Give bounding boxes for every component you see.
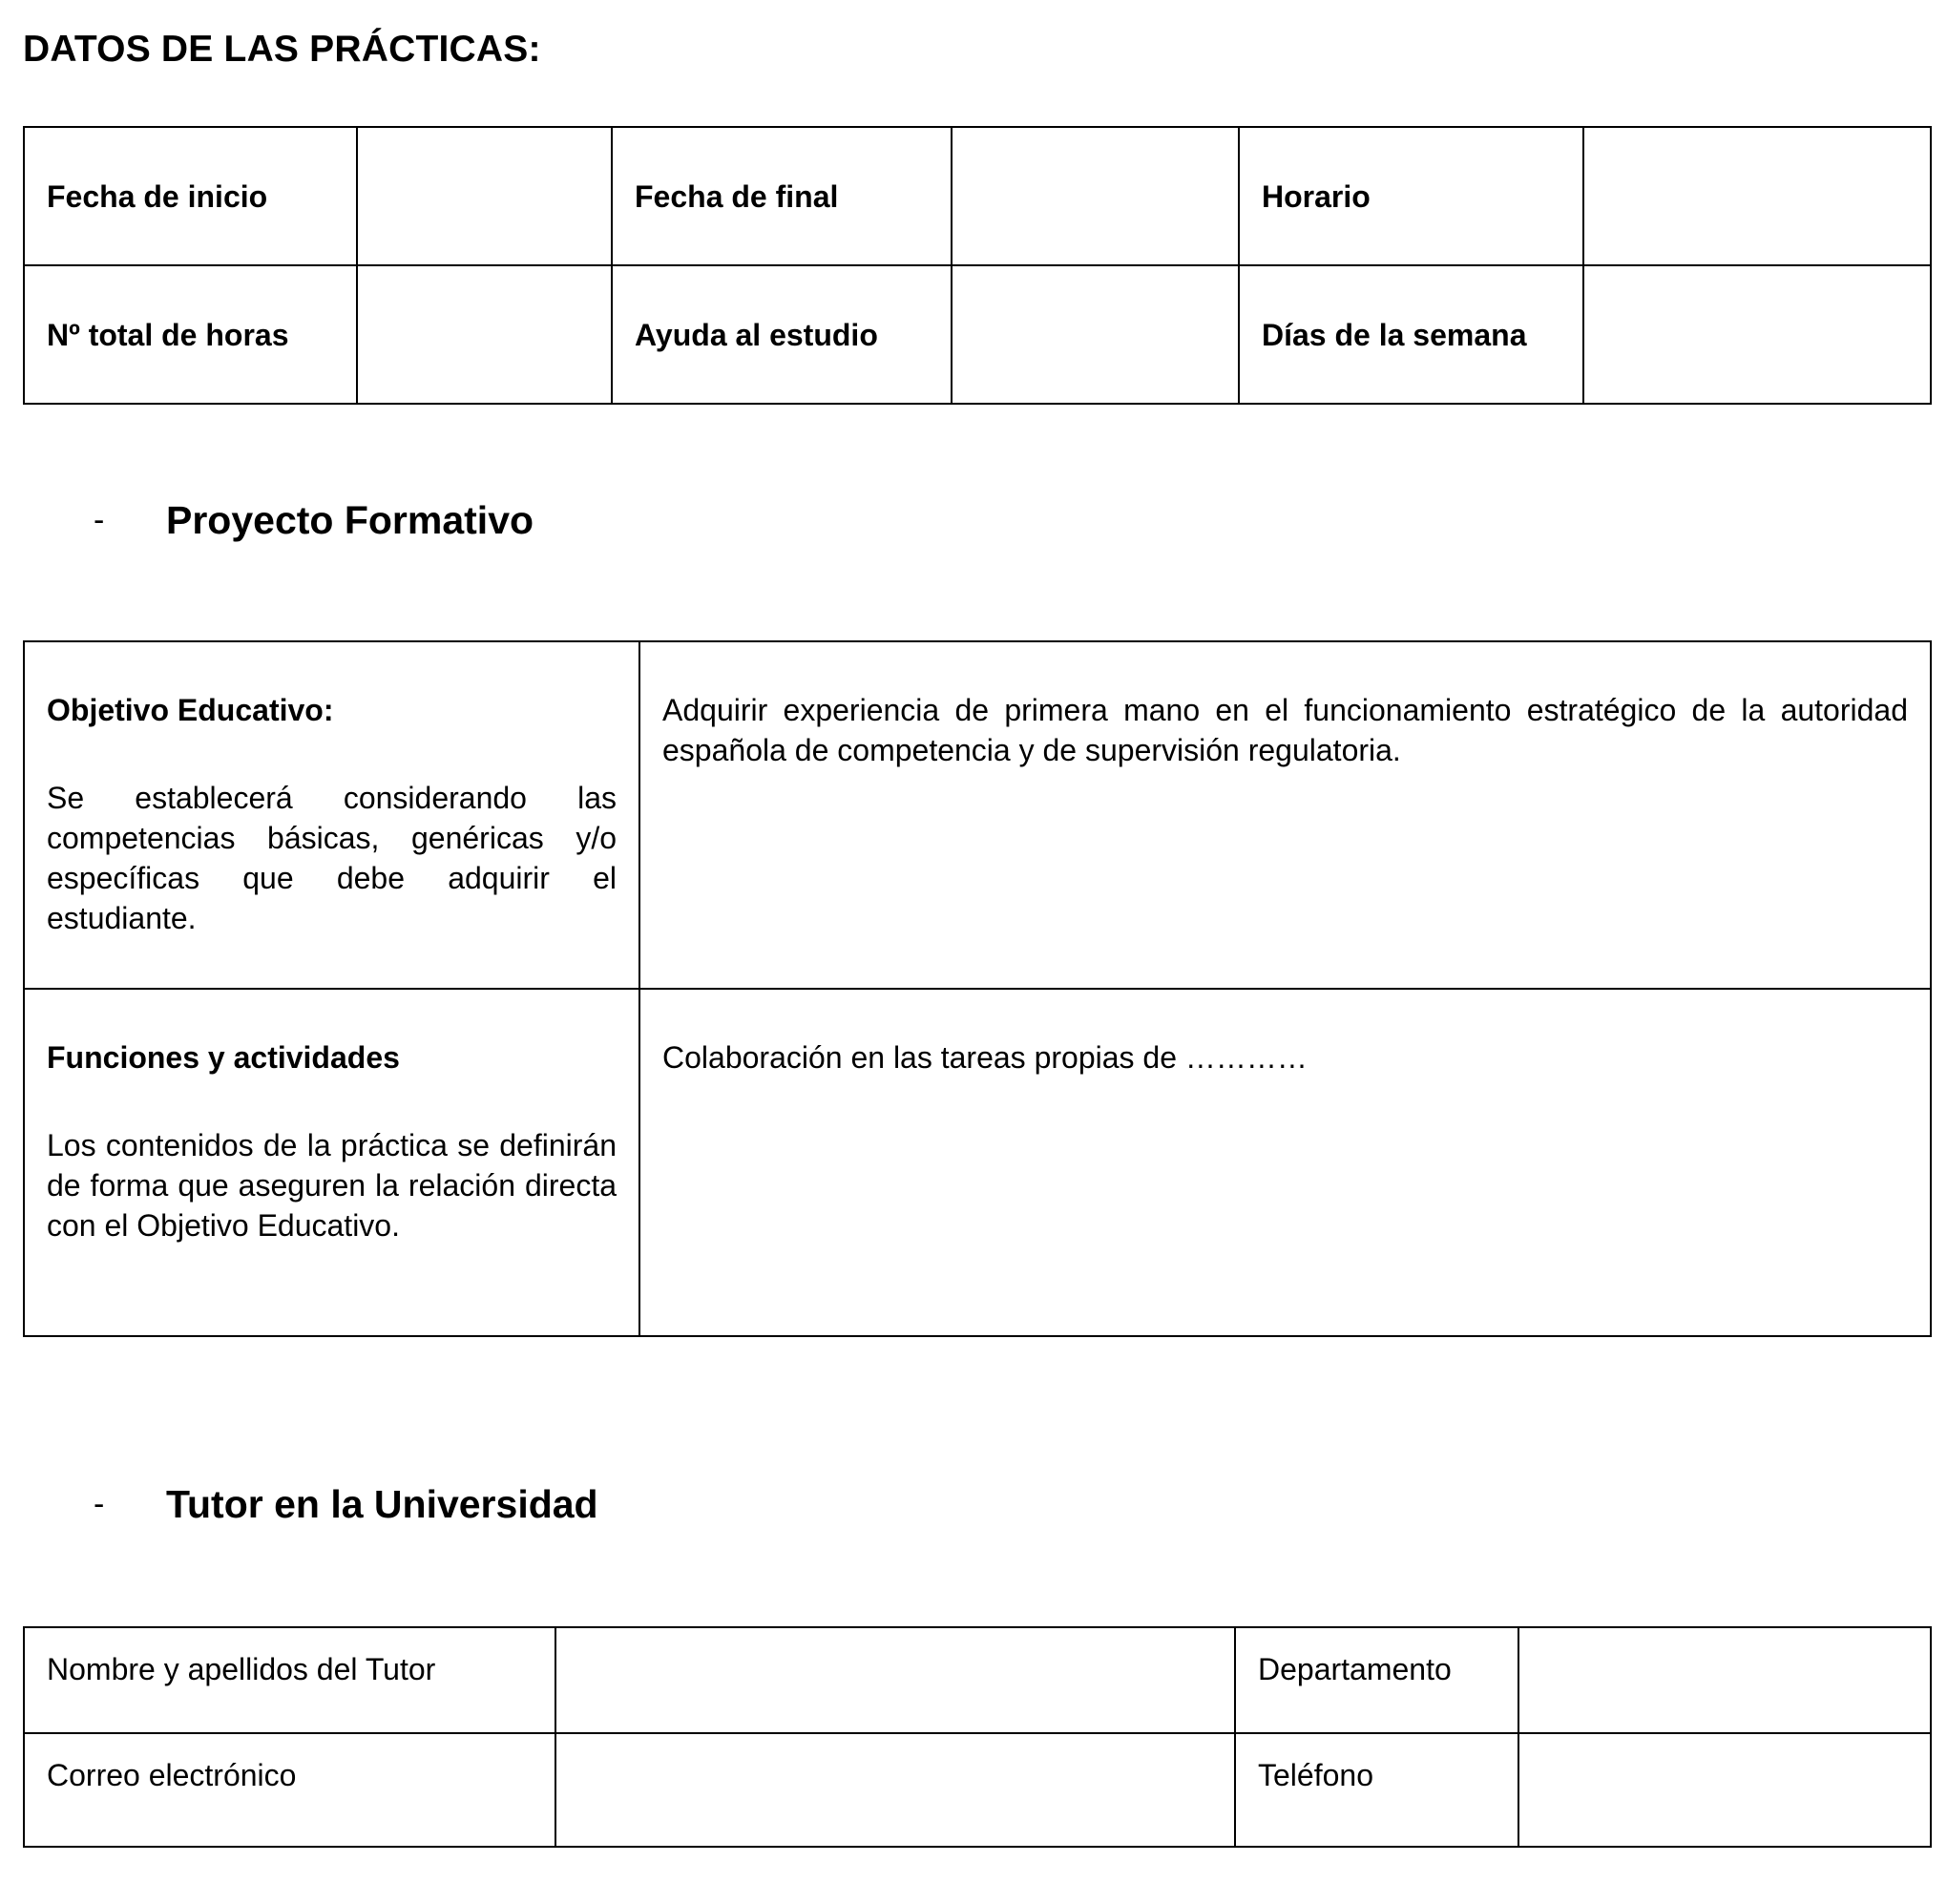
funciones-value-cell[interactable]: [639, 989, 1931, 1336]
total-horas-label: Nº total de horas: [24, 265, 357, 404]
table-row: [24, 265, 1931, 404]
ayuda-estudio-field[interactable]: [952, 265, 1239, 404]
telefono-label: Teléfono: [1235, 1733, 1518, 1847]
horario-field[interactable]: [1583, 127, 1931, 265]
table-row: [24, 1733, 1931, 1847]
bullet-dash: -: [94, 1486, 105, 1522]
table-row: [24, 989, 1931, 1336]
funciones-description: Los contenidos de la práctica se definirán de forma que aseguren la relación directa con el Objetivo Educativo.: [47, 1128, 617, 1243]
telefono-field[interactable]: [1518, 1733, 1931, 1847]
table-row: [24, 641, 1931, 989]
proyecto-formativo-table: [23, 640, 1932, 1337]
objetivo-label-cell: [24, 641, 639, 989]
objetivo-description: Se establecerá considerando las competencias básicas, genéricas y/o específicas que debe adquirir el estudiante.: [47, 781, 617, 935]
fecha-inicio-label: Fecha de inicio: [24, 127, 357, 265]
section-title-proyecto: Proyecto Formativo: [166, 498, 534, 542]
funciones-value: Colaboración en las tareas propias de …………: [662, 1040, 1308, 1075]
fecha-final-field[interactable]: [952, 127, 1239, 265]
fecha-inicio-field[interactable]: [357, 127, 612, 265]
correo-field[interactable]: [555, 1733, 1235, 1847]
section-heading-proyecto: [94, 498, 534, 543]
bullet-dash: -: [94, 502, 105, 538]
datos-practicas-table: [23, 126, 1932, 405]
objetivo-label: Objetivo Educativo:: [47, 693, 334, 727]
departamento-field[interactable]: [1518, 1627, 1931, 1733]
dias-semana-field[interactable]: [1583, 265, 1931, 404]
ayuda-estudio-label: Ayuda al estudio: [612, 265, 952, 404]
table-row: [24, 1627, 1931, 1733]
horario-label: Horario: [1239, 127, 1583, 265]
section-heading-tutor: [94, 1482, 598, 1527]
page-title: DATOS DE LAS PRÁCTICAS:: [23, 29, 541, 70]
table-row: [24, 127, 1931, 265]
total-horas-field[interactable]: [357, 265, 612, 404]
funciones-label: Funciones y actividades: [47, 1040, 400, 1075]
nombre-tutor-label: Nombre y apellidos del Tutor: [24, 1627, 555, 1733]
section-title-tutor: Tutor en la Universidad: [166, 1482, 598, 1526]
departamento-label: Departamento: [1235, 1627, 1518, 1733]
correo-label: Correo electrónico: [24, 1733, 555, 1847]
funciones-label-cell: [24, 989, 639, 1336]
dias-semana-label: Días de la semana: [1239, 265, 1583, 404]
tutor-universidad-table: [23, 1626, 1932, 1848]
objetivo-value-cell[interactable]: [639, 641, 1931, 989]
fecha-final-label: Fecha de final: [612, 127, 952, 265]
nombre-tutor-field[interactable]: [555, 1627, 1235, 1733]
objetivo-value: Adquirir experiencia de primera mano en el funcionamiento estratégico de la autoridad española de competencia y de supervisión regulatoria.: [662, 693, 1908, 767]
